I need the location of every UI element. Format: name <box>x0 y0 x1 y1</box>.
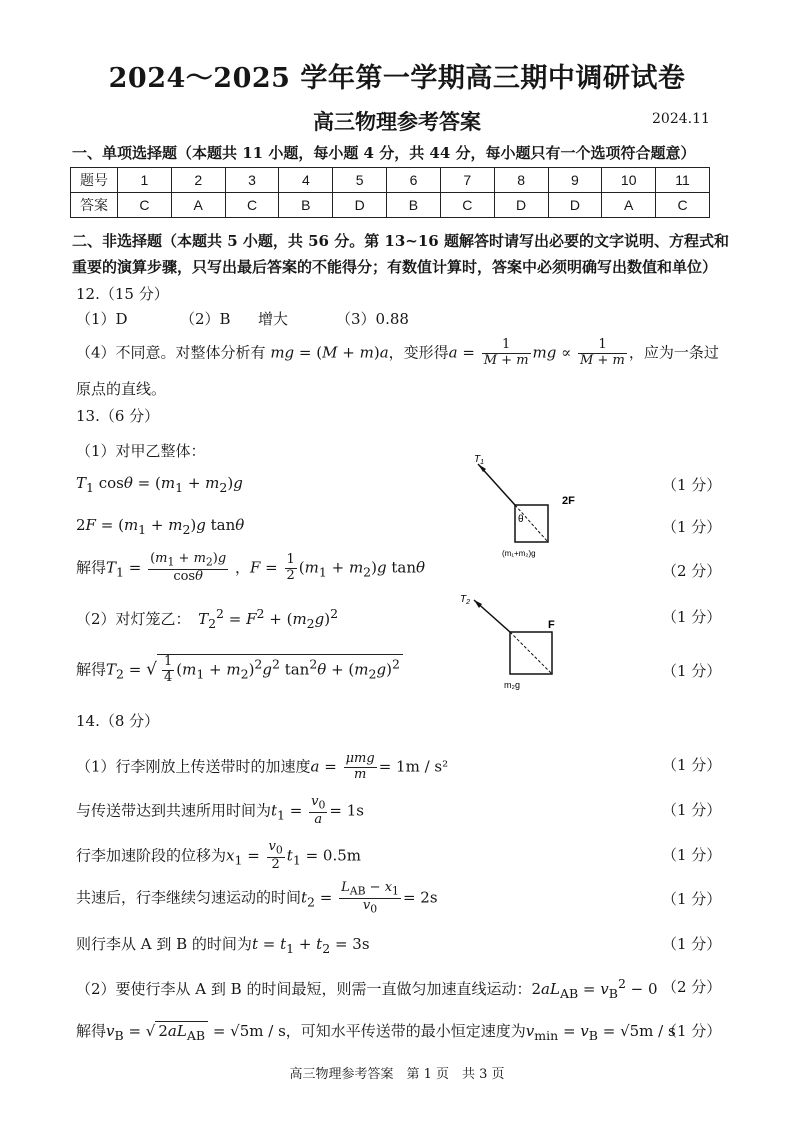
q12-part4-line2: 原点的直线。 <box>76 380 167 398</box>
q14-score: （1 分） <box>662 756 722 774</box>
q12-part1: （1）D <box>76 310 128 328</box>
row-label: 题号 <box>71 168 118 193</box>
question-number: 3 <box>225 168 279 193</box>
fraction: $\frac{\text{μmg}}{m}$ <box>345 751 375 782</box>
q13-part1: （1）对甲乙整体： <box>76 442 206 460</box>
q12-part4-prefix: （4）不同意。对整体分析有 <box>76 343 266 362</box>
table-row-answers <box>71 193 710 218</box>
answer-cell: D <box>494 193 548 218</box>
q14-line5: 则行李从 A 到 B 的时间为$t = t_1 + t_2 = 3s$ <box>76 935 370 956</box>
answer-cell: C <box>118 193 172 218</box>
question-number: 2 <box>171 168 225 193</box>
answer-cell: D <box>333 193 387 218</box>
question-number: 11 <box>656 168 710 193</box>
fraction: $\frac{1}{4}$ <box>163 654 173 685</box>
exam-date: 2024.11 <box>652 111 710 127</box>
exam-title: 2024～2025 学年第一学期高三期中调研试卷 <box>108 63 686 94</box>
q13-part2-label: （2）对灯笼乙： <box>76 610 184 628</box>
fraction: $\frac{v_0}{2}$ <box>268 839 283 873</box>
q13-part2: （2）对灯笼乙： $T_2^2 = F^2 + (m_2g)^2$ <box>76 606 339 631</box>
2f-label: 2F <box>562 495 575 507</box>
question-number: 5 <box>333 168 387 193</box>
q14-score: （1 分） <box>662 1022 722 1040</box>
answer-table <box>70 167 710 218</box>
q13-score: （2 分） <box>662 562 722 580</box>
question-number: 9 <box>548 168 602 193</box>
question-number: 6 <box>387 168 441 193</box>
q12-title: 12.（15 分） <box>76 285 169 303</box>
q13-score: （1 分） <box>662 662 722 680</box>
q14-line4: 共速后，行李继续匀速运动的时间$t_2$ = $\frac{L_{AB} - x_1}{v_0}$ = 2s <box>76 880 438 916</box>
fraction: $\frac{v_0}{a}$ <box>311 794 326 828</box>
q12-part4-mid: ，变形得 <box>388 343 449 362</box>
solve-label: 解得 <box>76 660 107 679</box>
table-row-numbers <box>71 168 710 193</box>
section2-heading-line1: 二、非选择题（本题共 5 小题，共 56 分。第 13~16 题解答时请写出必要的文字说明、方程式和 <box>72 232 729 250</box>
q14-line7: 解得$v_B$ = √ $2aL_{AB} = √5m / s$，可知水平传送带的最小恒定速度为$v_{min} = v_B = √5m / s$ <box>76 1022 676 1043</box>
q12-part4-suffix: ，应为一条过 <box>628 343 719 362</box>
q14-line1: （1）行李刚放上传送带时的加速度a = $\frac{\text{μmg}}{m}$ = 1m / s² <box>76 751 449 782</box>
answer-cell: B <box>387 193 441 218</box>
q14-result: = 1m / s² <box>378 757 449 776</box>
q13-score: （1 分） <box>662 476 722 494</box>
q14-line2: 与传送带达到共速所用时间为$t_1$ = $\frac{v_0}{a}$ = 1s <box>76 794 364 828</box>
q14-line3: 行李加速阶段的位移为$x_1$ = $\frac{v_0}{2}$ $t_1 = 0.5m$ <box>76 839 361 873</box>
force-diagram-2 <box>452 588 572 698</box>
question-number: 4 <box>279 168 333 193</box>
resultant-line <box>510 632 552 674</box>
q12-part3: （3）0.88 <box>336 310 409 328</box>
solve-label: 解得 <box>76 558 107 577</box>
fraction: $\frac{(m_1 + m_2)g}{\cos\theta}$ <box>150 551 227 585</box>
q13-title: 13.（6 分） <box>76 407 160 425</box>
q14-result: = √5m / s <box>212 1022 286 1040</box>
q14-result: = 0.5m <box>305 846 361 865</box>
f-label: F <box>548 619 555 631</box>
q14-score: （2 分） <box>662 978 722 996</box>
section1-heading: 一、单项选择题（本题共 11 小题，每小题 4 分，共 44 分，每小题只有一个选项符合题意） <box>72 144 696 162</box>
force-diagram-1 <box>470 450 590 565</box>
q12-part4: （4）不同意。对整体分析有 mg = (M + m)a，变形得a = $\frac{1}{M + m}$ mg ∝ $\frac{1}{M + m}$ ，应为一条过 <box>76 337 719 368</box>
question-number: 8 <box>494 168 548 193</box>
q14-line7-text: ，可知水平传送带的最小恒定速度为 <box>285 1022 526 1040</box>
q14-result: = 2s <box>402 888 438 907</box>
answer-cell: C <box>225 193 279 218</box>
q14-title: 14.（8 分） <box>76 712 160 730</box>
q14-score: （1 分） <box>662 890 722 908</box>
weight-label: (m₁+m₂)g <box>502 549 536 558</box>
fraction: $\frac{L_{AB} - x_1}{v_0}$ <box>341 880 399 916</box>
fraction: $\frac{1}{2}$ <box>286 552 295 583</box>
q12-part2-answer: 增大 <box>258 310 289 328</box>
q12-part2: （2）B <box>180 310 231 328</box>
q14-line3-text: 行李加速阶段的位移为 <box>76 846 227 865</box>
answer-cell: C <box>656 193 710 218</box>
answer-title: 高三物理参考答案 <box>313 109 481 134</box>
q14-line5-text: 则行李从 A 到 B 的时间为 <box>76 935 252 953</box>
weight-label: m₂g <box>504 680 520 690</box>
row-label: 答案 <box>71 193 118 218</box>
question-number: 7 <box>440 168 494 193</box>
q14-line2-text: 与传送带达到共速所用时间为 <box>76 801 272 820</box>
q14-score: （1 分） <box>662 935 722 953</box>
q14-score: （1 分） <box>662 801 722 819</box>
q14-result: = 1s <box>329 801 364 820</box>
q14-line6: （2）要使行李从 A 到 B 的时间最短，则需一直做匀加速直线运动：$2aL_{AB} = v_B^2 - 0$ <box>76 976 658 1001</box>
question-number: 10 <box>602 168 656 193</box>
page-footer: 高三物理参考答案 第 1 页 共 3 页 <box>289 1067 505 1082</box>
q14-result: = √5m / s <box>602 1022 676 1040</box>
q14-line6-text: （2）要使行李从 A 到 B 的时间最短，则需一直做匀加速直线运动： <box>76 980 532 998</box>
q13-score: （1 分） <box>662 608 722 626</box>
q14-line1-text: （1）行李刚放上传送带时的加速度 <box>76 757 311 776</box>
answer-cell: A <box>602 193 656 218</box>
q14-result: = 3s <box>334 935 370 953</box>
answer-cell: A <box>171 193 225 218</box>
question-number: 1 <box>118 168 172 193</box>
q13-solution1: 解得$T_1$ = $\frac{(m_1 + m_2)g}{\cos\theta}$ ，F = $\frac{1}{2}$ $(m_1 + m_2)g$ tanθ <box>76 551 426 585</box>
q14-line4-text: 共速后，行李继续匀速运动的时间 <box>76 888 302 907</box>
q14-score: （1 分） <box>662 846 722 864</box>
answer-cell: D <box>548 193 602 218</box>
q13-solution2: 解得$T_2$ = √ $\frac{1}{4}$ $(m_1 + m_2)^2g^2$ $\tan^2\theta + (m_2g)^2$ <box>76 654 403 686</box>
q13-eq2: $2F = (m_1 + m_2)g$ tanθ <box>76 516 245 537</box>
q13-eq1: $T_1$ $\cos\theta = (m_1 + m_2)g$ <box>76 474 243 495</box>
q13-score: （1 分） <box>662 518 722 536</box>
fraction: $\frac{1}{M + m}$ <box>580 337 625 368</box>
t1-label: $T_1$ <box>474 454 485 466</box>
answer-cell: C <box>440 193 494 218</box>
t2-label: $T_2$ <box>460 594 471 606</box>
section2-heading-line2: 重要的演算步骤，只写出最后答案的不能得分；有数值计算时，答案中必须明确写出数值和单位） <box>72 258 718 276</box>
theta-label: θ <box>518 514 524 525</box>
solve-label: 解得 <box>76 1022 107 1040</box>
answer-cell: B <box>279 193 333 218</box>
fraction: $\frac{1}{M + m}$ <box>483 337 529 368</box>
